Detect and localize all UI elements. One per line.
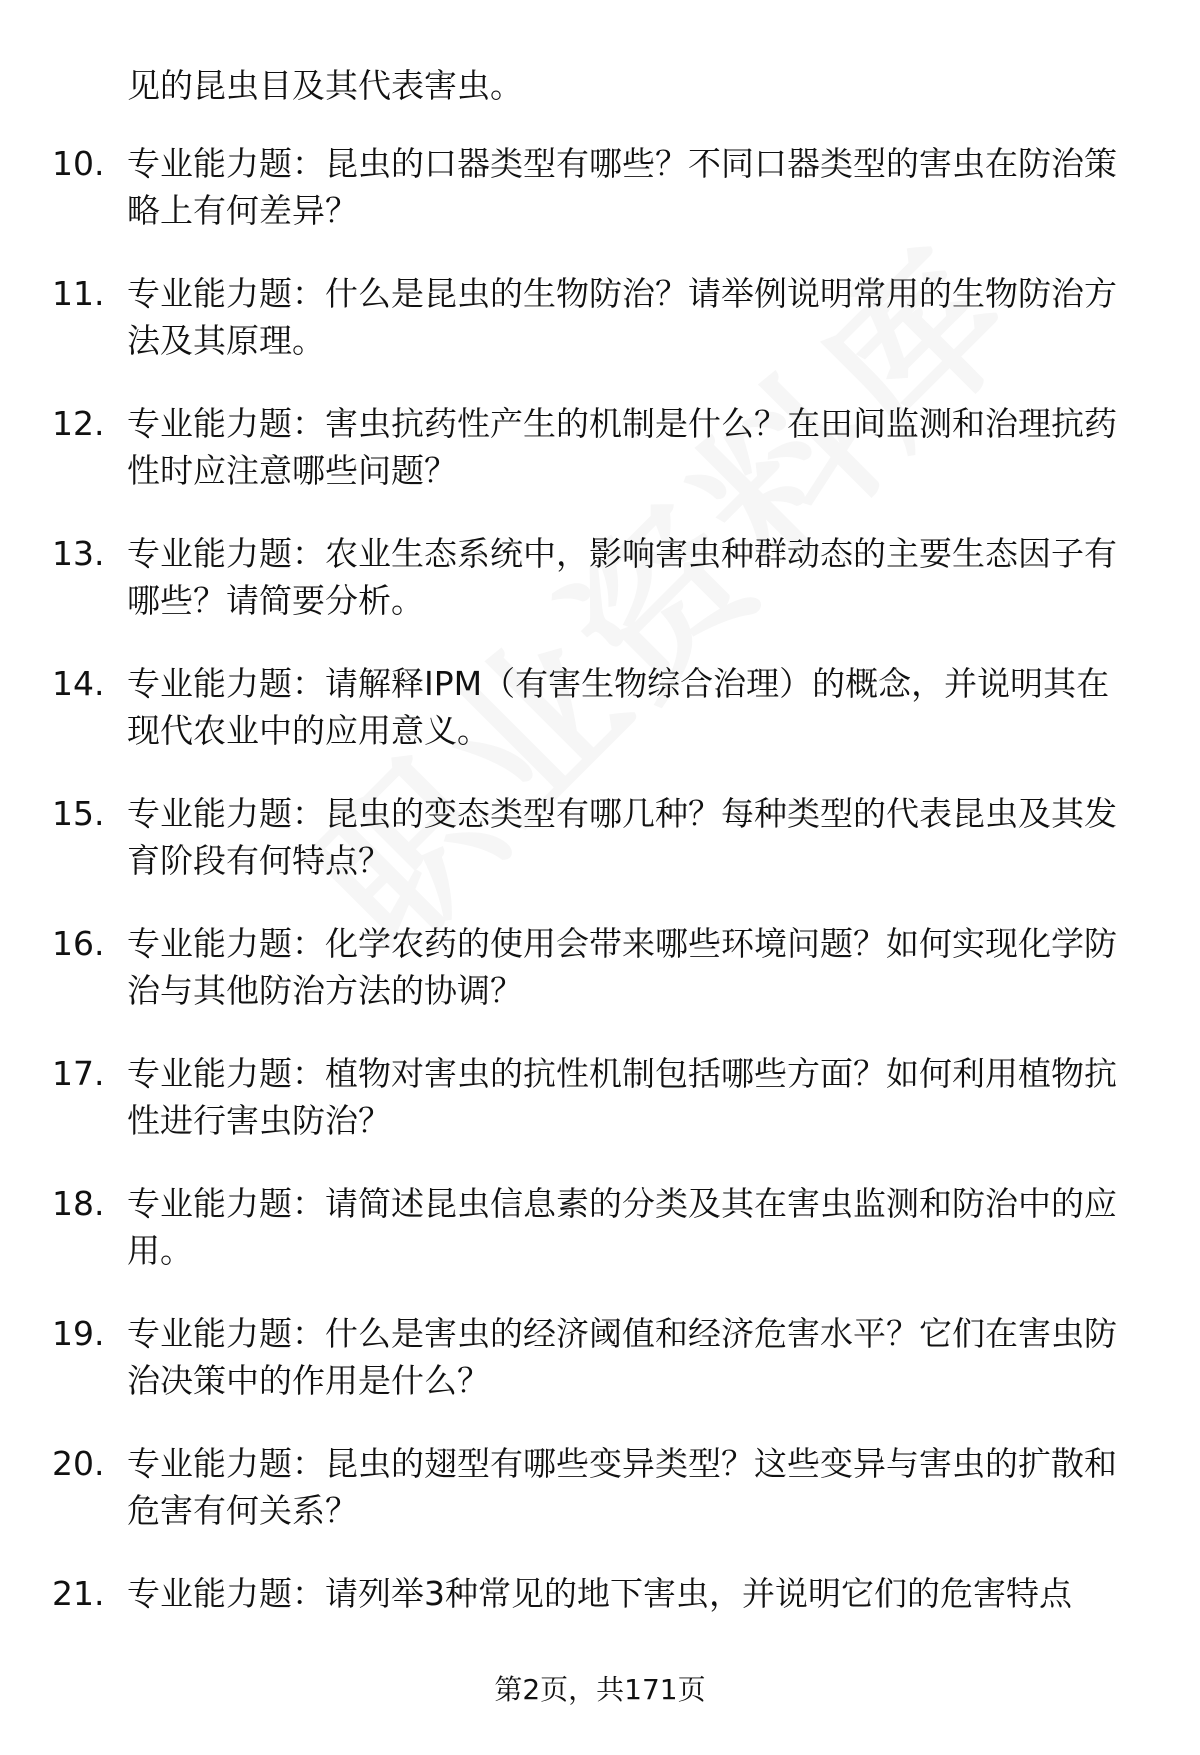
question-number: 13. — [52, 534, 105, 573]
question-text: 专业能力题：请解释IPM（有害生物综合治理）的概念，并说明其在现代农业中的应用意义。 — [127, 664, 1110, 750]
question-number: 14. — [52, 664, 105, 703]
page-footer: 第2页，共171页 — [494, 1673, 706, 1706]
question-number: 16. — [52, 924, 105, 963]
question-number: 19. — [52, 1314, 105, 1353]
question-number: 12. — [52, 404, 105, 443]
question-text: 专业能力题：昆虫的变态类型有哪几种？每种类型的代表昆虫及其发育阶段有何特点？ — [127, 794, 1117, 880]
question-number: 15. — [52, 794, 105, 833]
question-number: 11. — [52, 274, 105, 313]
question-text: 专业能力题：昆虫的口器类型有哪些？不同口器类型的害虫在防治策略上有何差异？ — [127, 144, 1117, 230]
question-text: 专业能力题：农业生态系统中，影响害虫种群动态的主要生态因子有哪些？请简要分析。 — [127, 534, 1117, 620]
question-text: 专业能力题：什么是害虫的经济阈值和经济危害水平？它们在害虫防治决策中的作用是什么？ — [127, 1314, 1117, 1400]
question-number: 21. — [52, 1574, 105, 1613]
question-text: 专业能力题：害虫抗药性产生的机制是什么？在田间监测和治理抗药性时应注意哪些问题？ — [127, 404, 1117, 490]
question-number: 17. — [52, 1054, 105, 1093]
question-number: 20. — [52, 1444, 105, 1483]
question-text: 专业能力题：植物对害虫的抗性机制包括哪些方面？如何利用植物抗性进行害虫防治？ — [127, 1054, 1117, 1140]
question-number: 10. — [52, 144, 105, 183]
question-text: 专业能力题：请简述昆虫信息素的分类及其在害虫监测和防治中的应用。 — [127, 1184, 1117, 1270]
question-number: 18. — [52, 1184, 105, 1223]
question-text: 专业能力题：化学农药的使用会带来哪些环境问题？如何实现化学防治与其他防治方法的协调？ — [127, 924, 1117, 1010]
question-text: 专业能力题：昆虫的翅型有哪些变异类型？这些变异与害虫的扩散和危害有何关系？ — [127, 1444, 1117, 1530]
question-text: 专业能力题：什么是昆虫的生物防治？请举例说明常用的生物防治方法及其原理。 — [127, 274, 1117, 360]
continuation-text: 见的昆虫目及其代表害虫。 — [127, 66, 523, 105]
question-text: 专业能力题：请列举3种常见的地下害虫，并说明它们的危害特点 — [127, 1574, 1072, 1613]
